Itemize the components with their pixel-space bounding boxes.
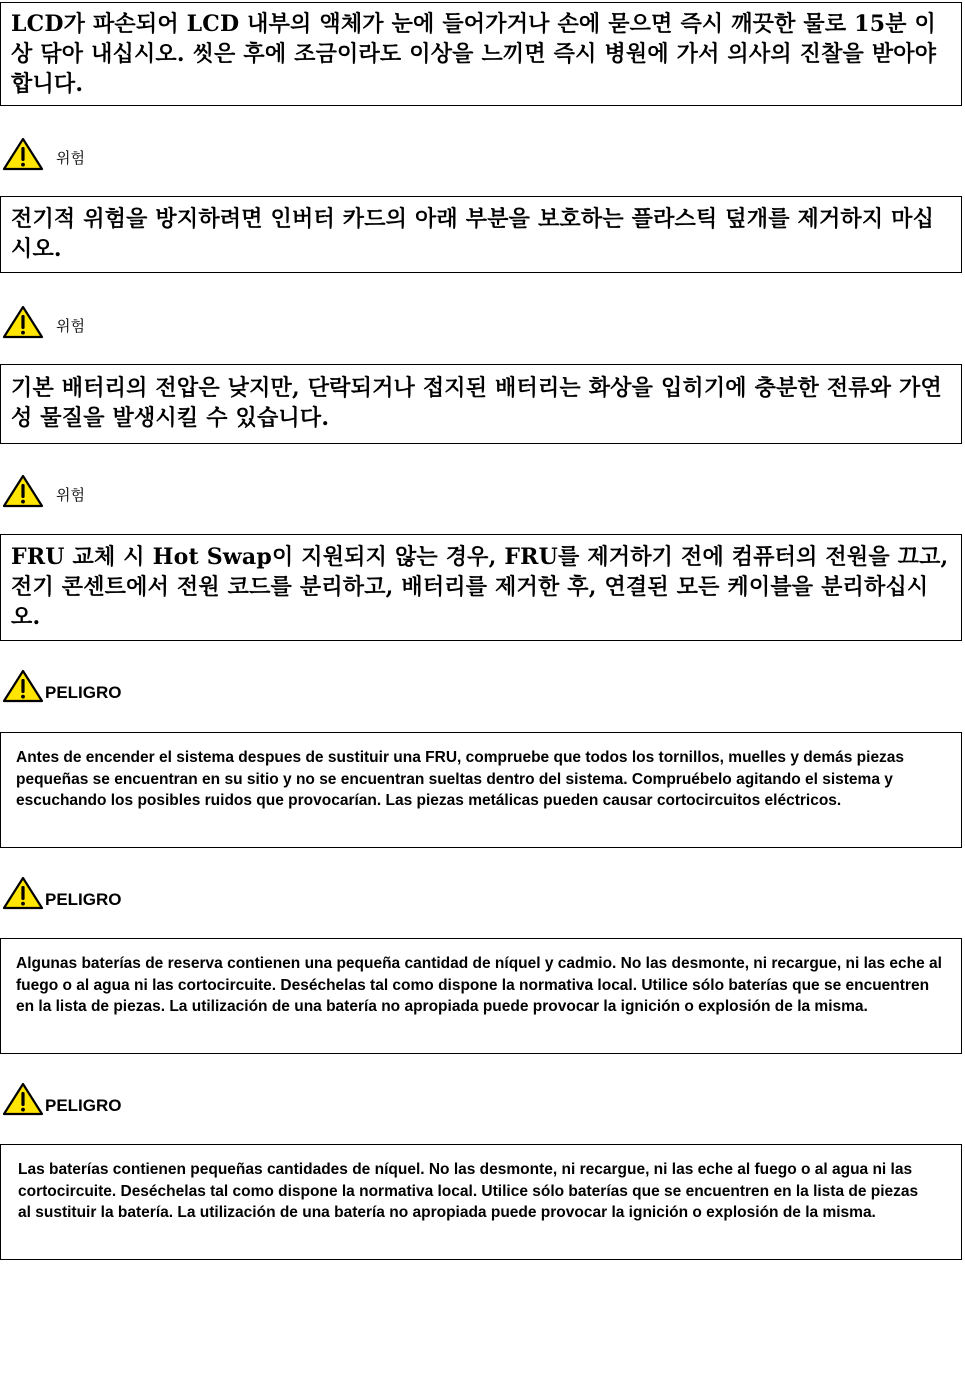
notice-text: 기본 배터리의 전압은 낮지만, 단락되거나 접지된 배터리는 화상을 입히기에 충분한 전류와 가연성 물질을 발생시킬 수 있습니다. xyxy=(11,375,942,431)
notice-text: FRU 교체 시 Hot Swap이 지원되지 않는 경우, FRU를 제거하기 전에 컴퓨터의 전원을 끄고, 전기 콘센트에서 전원 코드를 분리하고, 배터리를 제거한 후, 연결된 모든 케이블을 분리하십시오. xyxy=(11,544,949,630)
warning-label: 위험 xyxy=(56,317,85,335)
notice-lcd-liquid xyxy=(0,2,962,106)
warning-triangle-icon xyxy=(2,1082,44,1116)
notice-backup-batteries xyxy=(0,938,962,1054)
warning-heading-1 xyxy=(2,137,85,171)
warning-triangle-icon xyxy=(2,474,44,508)
notice-text: Las baterías contienen pequeñas cantidades de níquel. No las desmonte, ni recargue, ni las eche al fuego o al agua ni las cortocircuite. Deséchelas tal como dispone la normativa local. Utilice sólo baterías que se encuentren en la lista de piezas al sustituir la batería. La utilización de una batería no apropiada puede provocar la ignición o explosión de la misma. xyxy=(18,1161,919,1221)
notice-battery-voltage xyxy=(0,364,962,444)
warning-heading-5 xyxy=(2,876,122,910)
notice-text: LCD가 파손되어 LCD 내부의 액체가 눈에 들어가거나 손에 묻으면 즉시 깨끗한 물로 15분 이상 닦아 내십시오. 씻은 후에 조금이라도 이상을 느끼면 즉시 병원에 가서 의사의 진찰을 받아야 합니다. xyxy=(11,11,937,97)
notice-text: 전기적 위험을 방지하려면 인버터 카드의 아래 부분을 보호하는 플라스틱 덮개를 제거하지 마십시오. xyxy=(11,206,935,262)
warning-label: PELIGRO xyxy=(45,683,122,702)
notice-fru-hot-swap xyxy=(0,534,962,641)
warning-triangle-icon xyxy=(2,137,44,171)
warning-heading-3 xyxy=(2,474,85,508)
warning-label: PELIGRO xyxy=(45,890,122,909)
notice-text: Algunas baterías de reserva contienen una pequeña cantidad de níquel y cadmio. No las desmonte, ni recargue, ni las eche al fuego o al agua ni las cortocircuite. Deséchelas tal como dispone la normativa local. Utilice sólo baterías que se encuentren en la lista de piezas. La utilización de una batería no apropiada puede provocar la ignición o explosión de la misma. xyxy=(16,955,942,1015)
warning-triangle-icon xyxy=(2,876,44,910)
warning-heading-6 xyxy=(2,1082,122,1116)
notice-inverter-cover xyxy=(0,196,962,273)
notice-nickel-batteries xyxy=(0,1144,962,1260)
warning-triangle-icon xyxy=(2,305,44,339)
warning-heading-4 xyxy=(2,669,122,703)
notice-text: Antes de encender el sistema despues de sustituir una FRU, compruebe que todos los tornillos, muelles y demás piezas pequeñas se encuentran en su sitio y no se encuentran sueltas dentro del sistema. Compruébelo agitando el sistema y escuchando los posibles ruidos que provocarían. Las piezas metálicas pueden causar cortocircuitos eléctricos. xyxy=(16,749,905,809)
warning-label: 위험 xyxy=(56,149,85,167)
warning-label: 위험 xyxy=(56,486,85,504)
warning-label: PELIGRO xyxy=(45,1096,122,1115)
notice-fru-screws xyxy=(0,732,962,848)
warning-triangle-icon xyxy=(2,669,44,703)
warning-heading-2 xyxy=(2,305,85,339)
